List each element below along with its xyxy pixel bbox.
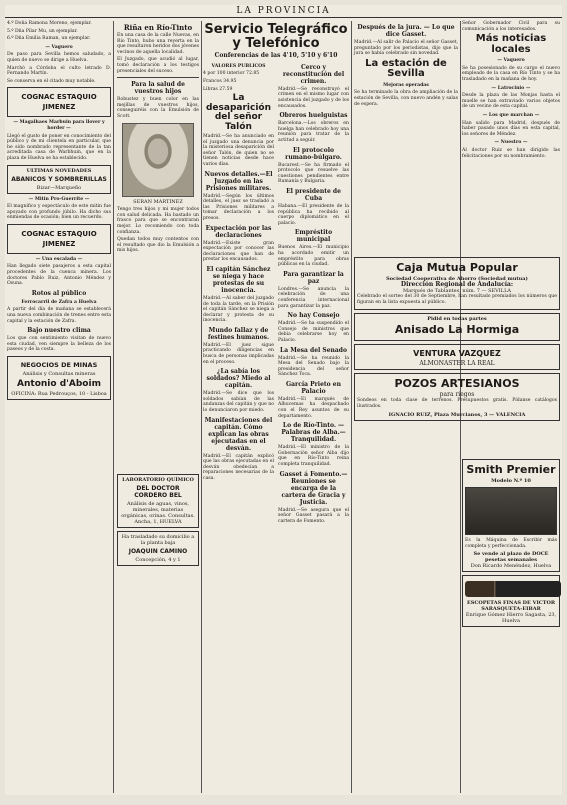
article-text: 5.º Dña Pilar Mu, un ejemplar. — [7, 28, 78, 34]
article-heading: Expectación por las declaraciones — [205, 224, 272, 239]
article-text: Han llegado siete pasajeros a esta capital procedentes de la cuenca minera. Los doctores Pablo Ruiz, Antonio Méndez y Osuna. — [7, 264, 111, 287]
ad-text: Es la Máquina de Escribir más completa y perfeccionada. — [465, 538, 557, 549]
ad-text: Análisis de aguas, vinos, minerales, materias orgánicas, orinas. Consultas. — [121, 500, 195, 519]
article-text: Londres.—Se anuncia la celebración de una conferencia internacional para garantizar la paz. — [278, 286, 349, 309]
masthead: LA PROVINCIA — [5, 5, 562, 18]
ad-text: Sondeos en toda clase de terrenos. Presupuestos gratis. Pídanse catálogos ilustrados. — [357, 398, 557, 409]
article-subheading: Ferrocarril de Zafra a Huelva — [21, 299, 97, 305]
ad-text: Celebrado el sorteo del 30 de Septiembre, han resultado premiados los números que figuran en la lista expuesta al público. — [357, 294, 557, 305]
ad-subtitle: ABANICOS Y SOMBRERILLAS — [11, 175, 107, 183]
article-heading: Obreros huelguistas — [279, 112, 348, 120]
article-heading: El protocolo rumano-búlgaro. — [285, 146, 342, 161]
article-text: Madrid.—El capitán explicó que las obras ejecutadas en el desván obedecían a reparaciones necesarias de la casa. — [203, 453, 274, 481]
ad-address: Concepción, 4 y 1 — [135, 556, 181, 563]
section-title: Servicio Telegráfico y Telefónico — [204, 22, 348, 51]
ad-name: JOAQUIN CAMINO — [128, 547, 188, 555]
article-text: Madrid.—El marqués de Alhucemas ha despachado con el Rey asuntos de su departamento. — [278, 396, 349, 419]
article-subheading: Mejoras operadas — [383, 82, 429, 88]
article-heading: El presidente de Cuba — [286, 188, 341, 202]
ad-title: Pidid en todas partes — [427, 316, 487, 323]
advertisement — [7, 224, 111, 254]
ad-address: Ancha, 1, HUELVA — [134, 518, 182, 525]
column-3 — [203, 21, 349, 793]
article-text: Tengo tres hijos y mi mujer todos con salud delicada. Ha bastado un frasco para que se encontraran mejor. Lo recomiendo con toda confianza. — [117, 207, 199, 235]
divider — [117, 77, 199, 78]
ad-title: ULTIMAS NOVEDADES — [26, 167, 92, 174]
article-text: Han salido para Madrid, después de haber pasado unos días en esta capital, los señores de Méndez. — [462, 120, 560, 137]
ad-title: NEGOCIOS DE MINAS — [20, 361, 98, 369]
ad-address: Don Ricardo Menéndez, Huelva — [470, 563, 552, 570]
article-subheading: — Los que marchan — — [482, 112, 540, 118]
ad-title: COGNAC ESTAQUIO JIMENEZ — [21, 229, 97, 248]
article-subheading: — Vaquero — [497, 58, 525, 64]
ad-address: Enrique Gómez Hierro Sagasta, 23, Huelva — [465, 612, 557, 625]
ad-title: Ha trasladado su domicilio a la planta baja — [121, 533, 195, 546]
ad-title: COGNAC ESTAQUIO JIMENEZ — [21, 93, 97, 112]
article-text: A partir del día de mañana se establecerá una nueva combinación de trenes entre esta capital y la estación de Zafra. — [7, 307, 111, 324]
article-text: En una casa de la calle Nuevas, en Río Tinto, hubo una reyerta en la que resultaron heridos dos jóvenes vecinos de aquella localidad. — [117, 33, 199, 55]
article-text: 4.º Doña Ramona Moreno, ejemplar. — [7, 21, 92, 26]
article-heading: — Una escalada — — [35, 256, 83, 262]
image-caption: SERAN MARTINEZ — [133, 198, 183, 205]
article-heading: ¿La sabía los soldados? Miedo al capitán. — [206, 368, 271, 390]
article-text: Madrid.—El juez sigue practicando diligencias en busca de personas implicadas en el proceso. — [203, 342, 274, 365]
ad-subtitle: para riegos — [439, 391, 475, 399]
article-heading: — Vaguero — [45, 44, 73, 50]
ad-title: VENTURA VAZQUEZ — [413, 349, 501, 359]
article-text: El Juzgado, que acudió al lugar, tomó declaración a los testigos presenciales del suceso. — [117, 57, 199, 74]
article-text: Robustez y buen color en las mejillas de vuestros hijos, conseguiréis con la Emulsión de Scott. — [117, 97, 199, 119]
article-heading: Manifestaciones del capitán. Cómo explican las obras ejecutadas en el desván. — [204, 416, 273, 452]
article-text: De paso para Sevilla hemos saludado, a quien de nuevo se dirige a Huelva. — [7, 52, 111, 63]
portrait-image — [122, 123, 194, 197]
article-heading: La desaparición del señor Talón — [205, 93, 272, 132]
article-heading: Empréstito municipal — [294, 229, 333, 244]
article-text: Madrid.—El ministro de la Gobernación señor Alba dijo que en Río-Tinto reina completa tranquilidad. — [278, 445, 349, 468]
article-text: Se ha posesionado de su cargo el nuevo empleado de la casa en Río Tinto y se ha trasladado en la mañana de hoy. — [462, 65, 560, 82]
ad-name: DEL DOCTOR CORDERO BEL — [134, 484, 182, 499]
article-text: Madrid.—Al salir de Palacio el señor Gasset, preguntado por los periodistas, dijo que la jura se había celebrado sin novedad. — [354, 40, 458, 57]
ad-text: Dirección Regional de Andalucía: — [400, 281, 514, 289]
article-text: Buenos Aires.—El municipio ha acordado emitir un empréstito para obras públicas en la ciudad. — [278, 245, 349, 268]
ad-title: Smith Premier — [466, 463, 556, 477]
article-heading: — Magalhaes Marbuin para llover y horder — — [13, 120, 105, 131]
article-text: Los que con sentimiento visitan de nuevo esta ciudad, ven siempre la belleza de los paseos y de la costa. — [7, 336, 111, 353]
article-text: Madrid.—Se ha anunciado en el juzgado una denuncia por la misteriosa desaparición del señor Talón, de quien no se tienen noticias desde hace varios días. — [203, 134, 274, 167]
article-heading: La estación de Sevilla — [365, 57, 447, 80]
column-rule — [113, 21, 114, 793]
article-text: Llegó el gusto de poner en conocimiento del público y de mi clientela en particular, que he sido nombrado representante de la tan acreditada casa de Warbhuin, que en la plaza de Huelva se ha establecido. — [7, 133, 111, 161]
article-text: Barcelona.—Los obreros en huelga han celebrado hoy una reunión para tratar de la actitud a seguir. — [278, 121, 349, 144]
article-text: Madrid.—Se dice que los soldados sabían de las andanzas del capitán y que no lo denunciaron por miedo. — [203, 391, 274, 414]
advertisement — [7, 165, 111, 194]
article-heading: Bajo nuestro clima — [27, 327, 91, 335]
article-text: Habana.—El presidente de la república ha recibido al cuerpo diplomático en el palacio. — [278, 204, 349, 226]
ad-subtitle: Sociedad Cooperativa de Ahorro (Sociedad mutua) — [386, 276, 528, 283]
article-text: El magnífico y espectáculo de este mitin fue apoyado con profundo júbilo. Ha dicho sus enmiendas de ocasión; bien un recuerdo. — [7, 204, 111, 221]
section-subtitle: Conferencias de las 4'10, 5'10 y 6'10 — [214, 52, 338, 60]
table-row: Francos 34.95 — [203, 79, 237, 85]
article-text: Madrid.—Al saber del juzgado de toda la tarde, en la Prisión el capitán Sánchez se niega a declarar y protesta de su inocencia. — [203, 295, 274, 324]
article-text: Madrid.—Se asegura que el señor Gasset pasará a la cartera de Fomento. — [278, 507, 349, 524]
article-heading: No hay Consejo — [287, 312, 340, 320]
article-heading: Para garantizar la paz — [283, 270, 344, 285]
article-heading: Gasset á Fomento.—Reuniones se encarga de la cartera de Gracia y Justicia. — [279, 470, 348, 506]
article-text: Madrid.—Se reconstruyó el crimen en el mismo lugar con asistencia del juzgado y de los encausados. — [278, 86, 349, 109]
ad-title: LABORATORIO QUÍMICO — [122, 476, 194, 483]
typewriter-image — [465, 487, 557, 535]
column-1 — [7, 21, 111, 793]
ad-subtitle: Análisis y Consultas mineras — [22, 371, 96, 377]
ad-title: POZOS ARTESIANOS — [394, 377, 520, 391]
advertisement — [117, 531, 199, 566]
advertisement — [7, 87, 111, 117]
ad-name: Antonio d'Aboim — [17, 379, 101, 389]
article-text: Bucarest.—Se ha firmado el protocolo que resuelve las cuestiones pendientes entre Rumanía y Bulgaria. — [278, 162, 349, 185]
article-text: Madrid.—Se ha suspendido el Consejo de ministros que debía celebrarse hoy en Palacio. — [278, 321, 349, 343]
article-subheading: — Nuestro — — [494, 140, 528, 146]
article-heading: Rotos al público — [31, 289, 87, 297]
advertisement — [462, 575, 560, 627]
ad-address: ALMONASTER LA REAL — [419, 360, 495, 368]
article-heading: Más noticias locales — [475, 33, 547, 55]
article-heading: Lo de Río-Tinto. — Palabras de Alba.— Tranquilidad. — [281, 422, 346, 444]
table-row: Libras 27.59 — [203, 86, 233, 92]
shotgun-image — [465, 581, 561, 597]
article-text: Se ha terminado la obra de ampliación de la estación de Sevilla, con nuevo andén y salas de espera. — [354, 90, 458, 107]
article-heading: Cerco y reconstitución del crimen. — [282, 63, 345, 85]
ad-name: Anisado La Hormiga — [394, 323, 520, 337]
table-title: VALORES PUBLICOS — [211, 63, 266, 69]
article-heading: Nuevos detalles.—El Juzgado en las Prisiones militares. — [204, 170, 273, 192]
article-text: Marchó a Córdoba el culto letrado D. Fernando Martín. — [7, 65, 111, 77]
ad-address: OFICINA: Rua Pedrouços, 10 - Lisboa — [11, 391, 107, 397]
article-text: Quedan todos muy contentos con el resultado que dio la Emulsión a mis hijos. — [117, 237, 199, 254]
column-5 — [462, 21, 560, 793]
article-text: Madrid.—Se ha reunido la Mesa del Senado bajo la presidencia del señor Sánchez Toca. — [278, 355, 349, 378]
two-column-block — [203, 61, 349, 527]
advertisement — [7, 356, 111, 400]
article-text: Madrid.—Existe gran expectación por conocer las declaraciones que han de prestar los encausados. — [203, 240, 274, 263]
article-text: Al doctor Ruiz se han dirigido las felicitaciones por su nombramiento. — [462, 147, 560, 159]
ad-subtitle: Modelo N.º 10 — [491, 478, 531, 485]
article-heading: Después de la jura. — Lo que dice Gasset. — [357, 24, 455, 38]
ad-title: ESCOPETAS FINAS DE VICTOR SARASQUETA-EIBAR — [466, 600, 555, 613]
ad-address: Bizar—Marqueño — [36, 184, 82, 191]
ad-text: Se vende al plazo de DOCE pesetas semanales — [473, 551, 549, 564]
article-text: Madrid.—Según los últimos detalles, el juez se trasladó a las Prisiones militares a tomar declaración a los presos. — [203, 193, 274, 221]
subcolumn-left — [203, 61, 274, 527]
column-rule — [201, 21, 202, 793]
table-row: 4 por 100 interior 72.85 — [203, 71, 260, 77]
article-heading: La Mesa del Senado — [280, 346, 347, 354]
ad-address: IGNACIO RUIZ, Plaza Murcianos, 3 — VALENCIA — [388, 411, 526, 418]
article-heading: Para la salud de vuestros hijos — [131, 81, 185, 96]
article-heading: — Mitin Pro-Guerrite — — [28, 196, 90, 202]
article-text: 6.º Dña Emilia Raman, un ejemplar. — [7, 36, 91, 42]
newspaper-page — [5, 5, 562, 795]
article-heading: Mundo fallaz y de festines humanos. — [207, 326, 270, 341]
article-subheading: — Latrocinio — — [491, 85, 531, 91]
article-text: Desde la plaza de las Monjas hasta el muelle se han extraviado varios objetos de un vecino de esta capital. — [462, 93, 560, 110]
article-heading: Riña en Río-Tinto — [123, 23, 193, 32]
subcolumn-right — [278, 61, 349, 527]
article-heading: El capitán Sánchez se niega y hace protestas de su inocencia. — [206, 265, 271, 294]
article-text: Se conserva en el citado muy notable. — [7, 78, 96, 84]
advertisement — [462, 459, 560, 572]
article-heading: García Prieto en Palacio — [286, 380, 341, 395]
ad-address: Marqués de Tablantes, núm. 7 — SEVILLA — [402, 288, 512, 295]
column-rule — [351, 21, 352, 793]
advertisement — [117, 474, 199, 528]
column-2 — [117, 21, 199, 793]
article-text: Señor Gobernador Civil para su comunicación a los interesados. — [462, 21, 560, 32]
ad-title: Caja Mutua Popular — [396, 261, 518, 275]
